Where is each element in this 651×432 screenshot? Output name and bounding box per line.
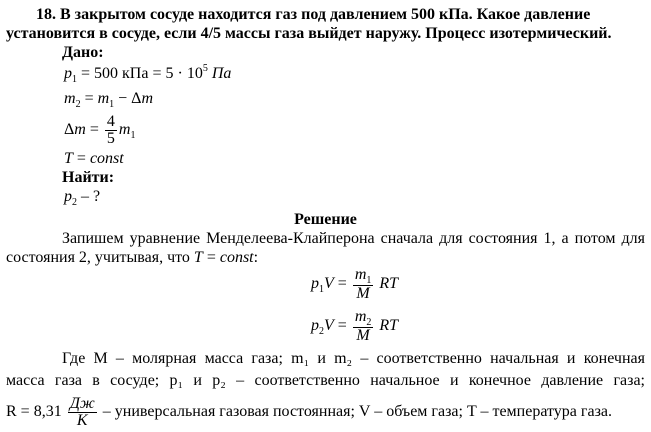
- fraction-4-5: $\frac{4}{5}$: [106, 112, 115, 147]
- solution-intro-line-1: Запишем уравнение Менделеева-Клайперона сначала для состояния 1, а потом для: [62, 230, 645, 247]
- given-m2: $m_2 = m_1 - \Delta m$: [64, 90, 154, 110]
- given-heading: Дано:: [62, 44, 104, 61]
- find-p2: $p_2$ – ?: [64, 188, 101, 208]
- given-p1: $p_1 = 500$ кПа = $5 \cdot 10^5$ Па: [64, 63, 232, 85]
- R-definition: [6, 394, 612, 430]
- problem-text-1: В закрытом сосуде находится газ под давлением 500 кПа. Какое давление: [60, 6, 591, 23]
- R-value: R = 8,31: [6, 403, 62, 420]
- p1-exponent: 5: [202, 63, 208, 74]
- given-T-const: T = const: [64, 150, 124, 167]
- p1-value: 500 кПа = 5 · 10: [94, 65, 203, 82]
- where-line-1: Где M – молярная масса газа; m₁ и m₂ – соответственно начальная и конечная: [62, 350, 645, 367]
- equation-state-1: $p_1V$ = $\frac{m_1}{M}$ RT: [311, 265, 399, 302]
- p1-unit: Па: [211, 65, 232, 82]
- R-description: – универсальная газовая постоянная; V – объем газа; T – температура газа.: [102, 403, 612, 420]
- problem-statement-line-1: [36, 6, 590, 24]
- find-question: – ?: [81, 188, 101, 205]
- solution-heading: Решение: [294, 211, 357, 228]
- find-heading: Найти:: [62, 169, 115, 186]
- problem-statement-line-2: установится в сосуде, если 4/5 массы газа выйдет наружу. Процесс изотермический.: [6, 25, 612, 42]
- given-delta-m: Δm = $\frac{4}{5}$ $m_1$: [64, 112, 136, 147]
- where-line-2: масса газа в сосуде; p₁ и p₂ – соответственно начальное и конечное давление газа;: [6, 372, 645, 389]
- equation-state-2: $p_2V$ = $\frac{m_2}{M}$ RT: [311, 307, 399, 344]
- problem-number: 18.: [36, 6, 56, 23]
- const-label: const: [89, 150, 124, 167]
- R-unit-fraction: $\frac{Дж}{К}$: [69, 394, 95, 429]
- solution-intro-line-2: состояния 2, учитывая, что T = const:: [6, 249, 259, 266]
